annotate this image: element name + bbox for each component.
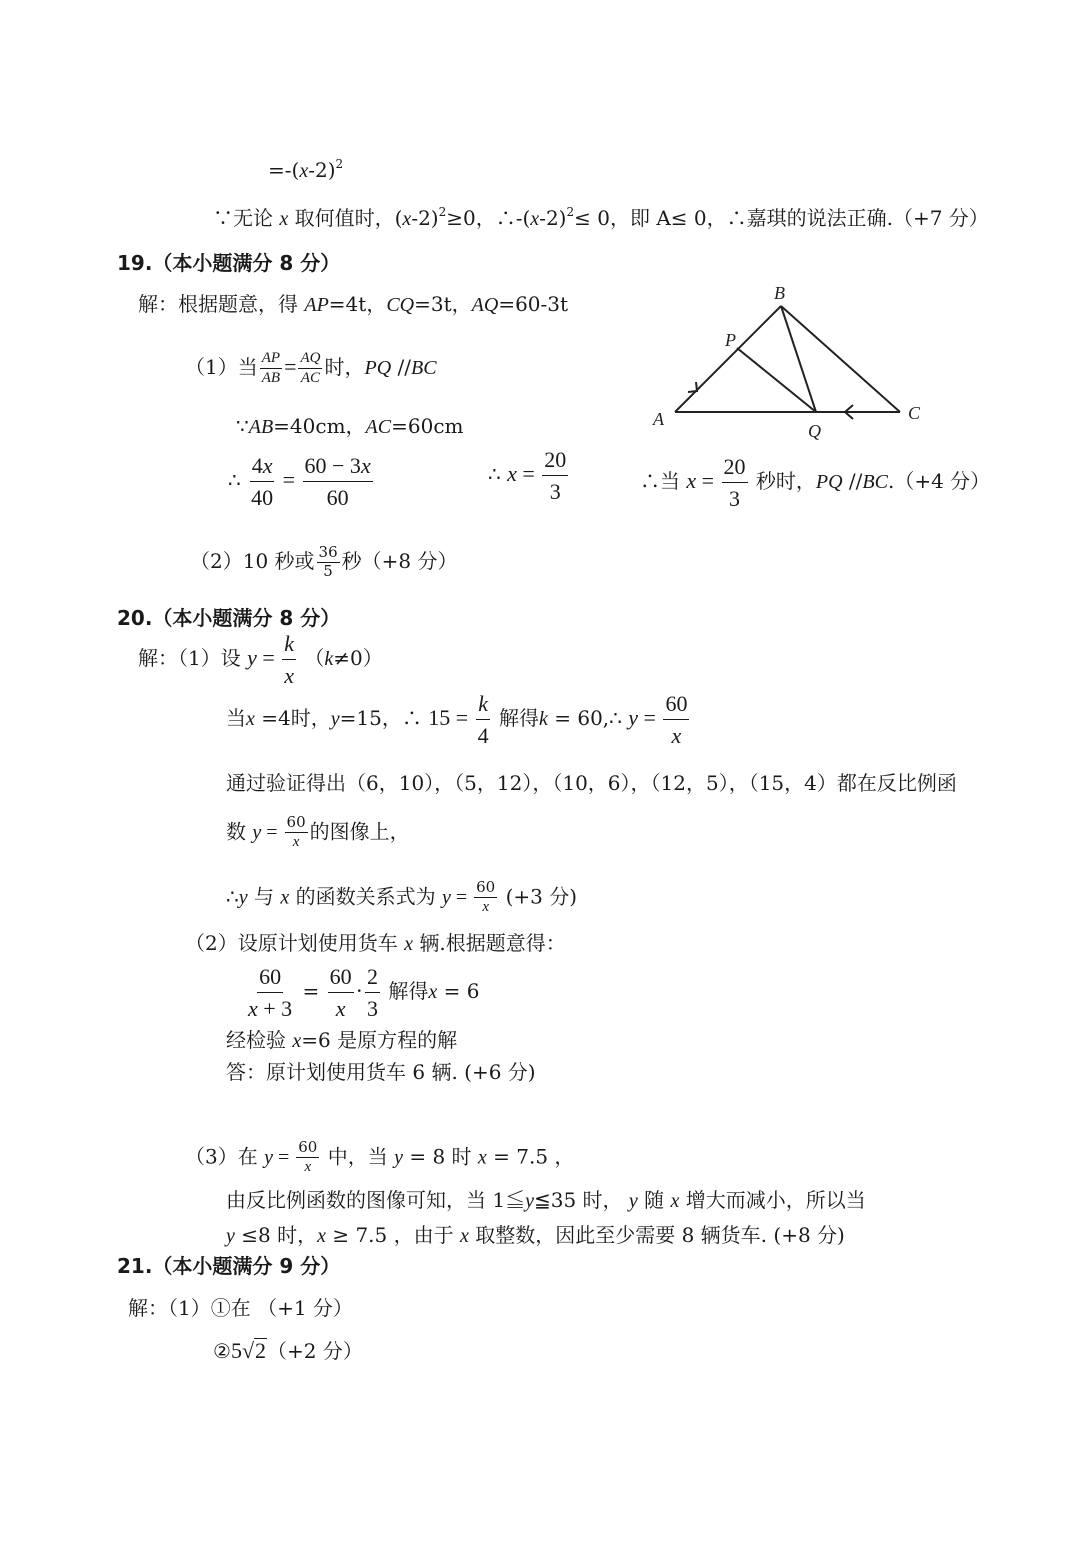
label-q: Q — [808, 421, 821, 441]
label-a: A — [653, 409, 664, 429]
q20-p1-set: 解：（1）设 y = $\frac{k}{x}$ （k≠0） — [138, 631, 383, 689]
q20-p1-verify-b: 数 y = $\frac{60}{x}$ 的图像上， — [226, 813, 410, 850]
side-ab — [675, 306, 781, 412]
q20-p1-when: 当x =4时，y=15，∴ 15 = $\frac{k}{4}$ 解得k = 60,∴ y = $\frac{60}{x}$ — [226, 691, 688, 749]
q20-p2-ans: 答：原计划使用货车 6 辆. (+6 分) — [226, 1060, 536, 1084]
q19-p1-eq: ∴ $\frac{4x}{40}$ = $\frac{60 - 3x}{60}$ — [228, 453, 371, 511]
q19-p1-sol: ∴ x = $\frac{20}{3}$ — [488, 447, 567, 505]
q20-p1-verify-a: 通过验证得出（6，10），（5，12），（10，6），（12，5），（15，4）都在反比例函 — [226, 771, 957, 795]
arrow-on-ab — [688, 382, 697, 392]
q21-heading: 21.（本小题满分 9 分） — [117, 1254, 341, 1278]
q20-p1-concl: ∴y 与 x 的函数关系式为 y = $\frac{60}{x}$ (+3 分) — [226, 878, 578, 915]
q20-p2-check: 经检验 x=6 是原方程的解 — [226, 1028, 458, 1052]
q19-heading: 19.（本小题满分 8 分） — [117, 251, 341, 275]
label-c: C — [908, 403, 921, 423]
q20-p3-a: （3）在 y = $\frac{60}{x}$ 中，当 y = 8 时 x = 7.5 ， — [185, 1138, 575, 1175]
q18-line2: ∵无论 x 取何值时，$(x-2)^2\ge 0$，$\therefore-(x-2)^2\le 0$，即 A≤ 0，∴嘉琪的说法正确.（+7 分） — [213, 205, 989, 230]
q18-line1: $=-(x-2)^2$ — [268, 157, 344, 182]
q19-p2: （2）10 秒或 $\frac{36}{5}$ 秒（+8 分） — [190, 543, 458, 580]
q20-p3-b: 由反比例函数的图像可知，当 1≦y≦35 时， y 随 x 增大而减小，所以当 — [226, 1188, 866, 1212]
q21-p1-b: ②5√2（+2 分） — [213, 1338, 363, 1363]
q21-p1-a: 解：（1）①在 （+1 分） — [128, 1296, 353, 1320]
q19-intro: 解：根据题意，得 AP=4t，CQ=3t，AQ=60-3t — [138, 292, 569, 316]
q20-p3-c: y ≤8 时，x ≥ 7.5 ，由于 x 取整数，因此至少需要 8 辆货车. (+8 分) — [226, 1223, 845, 1247]
q19-p1-given: ∵AB=40cm，AC=60cm — [236, 414, 464, 438]
segment-pq — [737, 348, 816, 412]
q19-p1-cond: （1）当 $\frac{AP}{AB}$ = $\frac{AQ}{AC}$ 时，PQ //BC — [185, 350, 437, 386]
q20-p2-eq: $\frac{60}{x + 3}$ = $\frac{60}{x}$ · $\frac{2}{3}$ 解得x = 6 — [248, 964, 480, 1022]
q19-p1-concl: ∴当 x = $\frac{20}{3}$ 秒时，PQ //BC.（+4 分） — [640, 454, 991, 512]
q20-p2-set: （2）设原计划使用货车 x 辆.根据题意得： — [185, 931, 566, 955]
triangle-figure — [645, 282, 945, 452]
label-p: P — [725, 330, 736, 350]
label-b: B — [774, 283, 785, 303]
q20-heading: 20.（本小题满分 8 分） — [117, 606, 341, 630]
